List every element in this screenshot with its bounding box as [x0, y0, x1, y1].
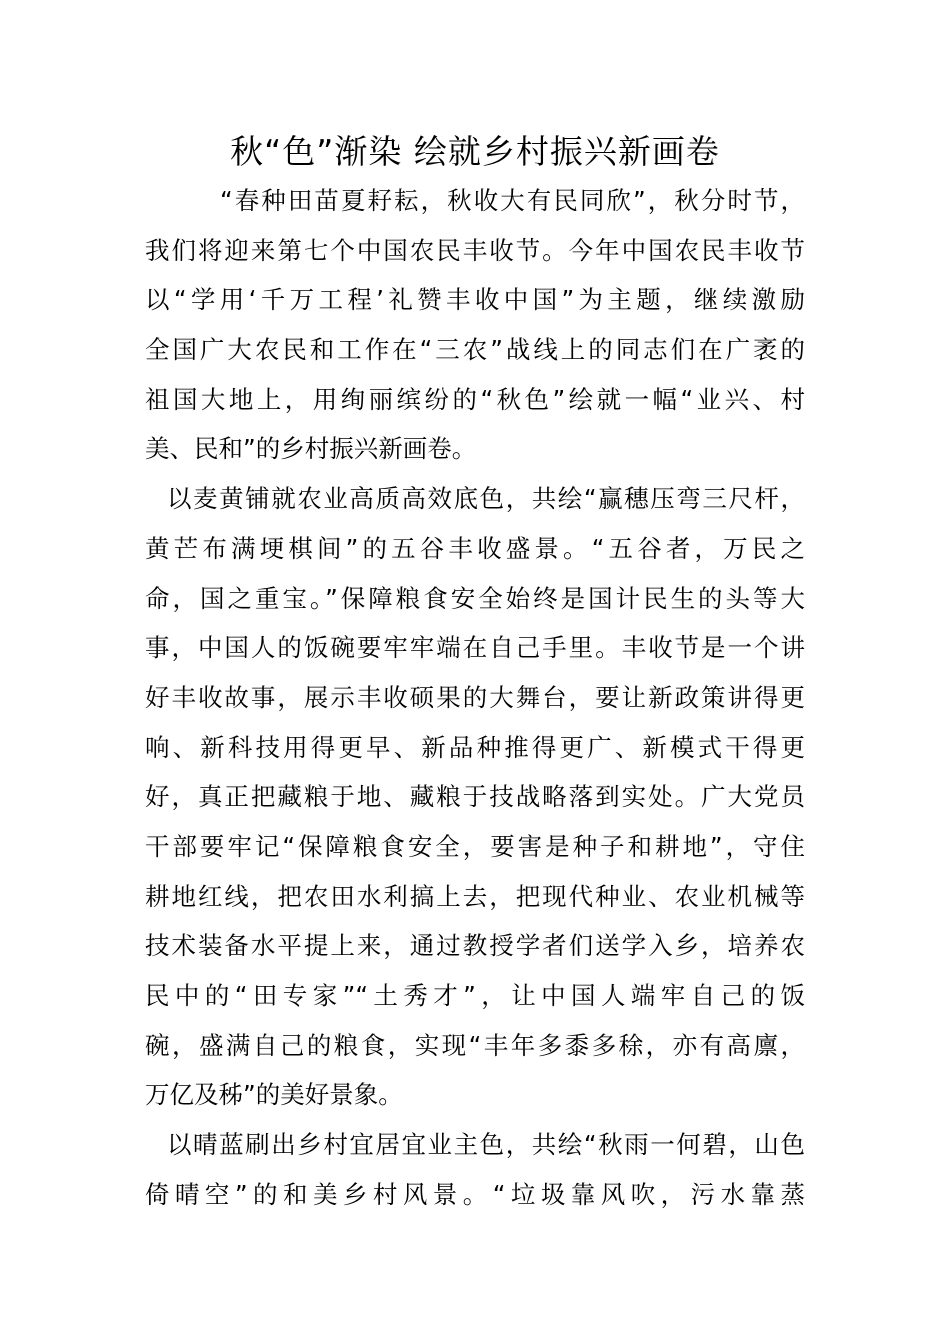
text-line: 事，中国人的饭碗要牢牢端在自己手里。丰收节是一个讲 [145, 633, 805, 663]
document-title: 秋“色”渐染 绘就乡村振兴新画卷 [230, 132, 720, 171]
text-line: 美、民和”的乡村振兴新画卷。 [145, 434, 477, 464]
text-line: 倚晴空”的和美乡村风景。“垃圾靠风吹，污水靠蒸 [145, 1179, 805, 1209]
text-line: 好丰收故事，展示丰收硕果的大舞台，要让新政策讲得更 [145, 682, 805, 712]
text-line: 碗，盛满自己的粮食，实现“丰年多黍多稌，亦有高廪， [145, 1030, 805, 1060]
text-line: 以“学用‘千万工程’礼赞丰收中国”为主题，继续激励 [145, 285, 805, 315]
text-line: 干部要牢记“保障粮食安全，要害是种子和耕地”，守住 [145, 831, 805, 861]
text-line: “春种田苗夏耔耘，秋收大有民同欣”，秋分时节， [220, 186, 805, 215]
text-line: 耕地红线，把农田水利搞上去，把现代种业、农业机械等 [145, 881, 805, 911]
text-line: 万亿及秭”的美好景象。 [145, 1080, 403, 1110]
text-line: 命，国之重宝。”保障粮食安全始终是国计民生的头等大 [145, 583, 805, 613]
text-line: 我们将迎来第七个中国农民丰收节。今年中国农民丰收节 [145, 235, 805, 265]
text-line: 民中的“田专家”“土秀才”，让中国人端牢自己的饭 [145, 981, 805, 1010]
text-line: 以麦黄铺就农业高质高效底色，共绘“赢穗压弯三尺杆， [167, 484, 805, 514]
text-line: 全国广大农民和工作在“三农”战线上的同志们在广袤的 [145, 335, 805, 365]
text-line: 响、新科技用得更早、新品种推得更广、新模式干得更 [145, 732, 805, 762]
text-line: 技术装备水平提上来，通过教授学者们送学入乡，培养农 [145, 931, 805, 961]
document-body [145, 176, 805, 1219]
text-line: 好，真正把藏粮于地、藏粮于技战略落到实处。广大党员 [145, 782, 805, 812]
text-line: 黄芒布满埂棋间”的五谷丰收盛景。“五谷者，万民之 [145, 533, 805, 563]
text-line: 以晴蓝刷出乡村宜居宜业主色，共绘“秋雨一何碧，山色 [167, 1130, 805, 1160]
text-line: 祖国大地上，用绚丽缤纷的“秋色”绘就一幅“业兴、村 [145, 384, 805, 414]
